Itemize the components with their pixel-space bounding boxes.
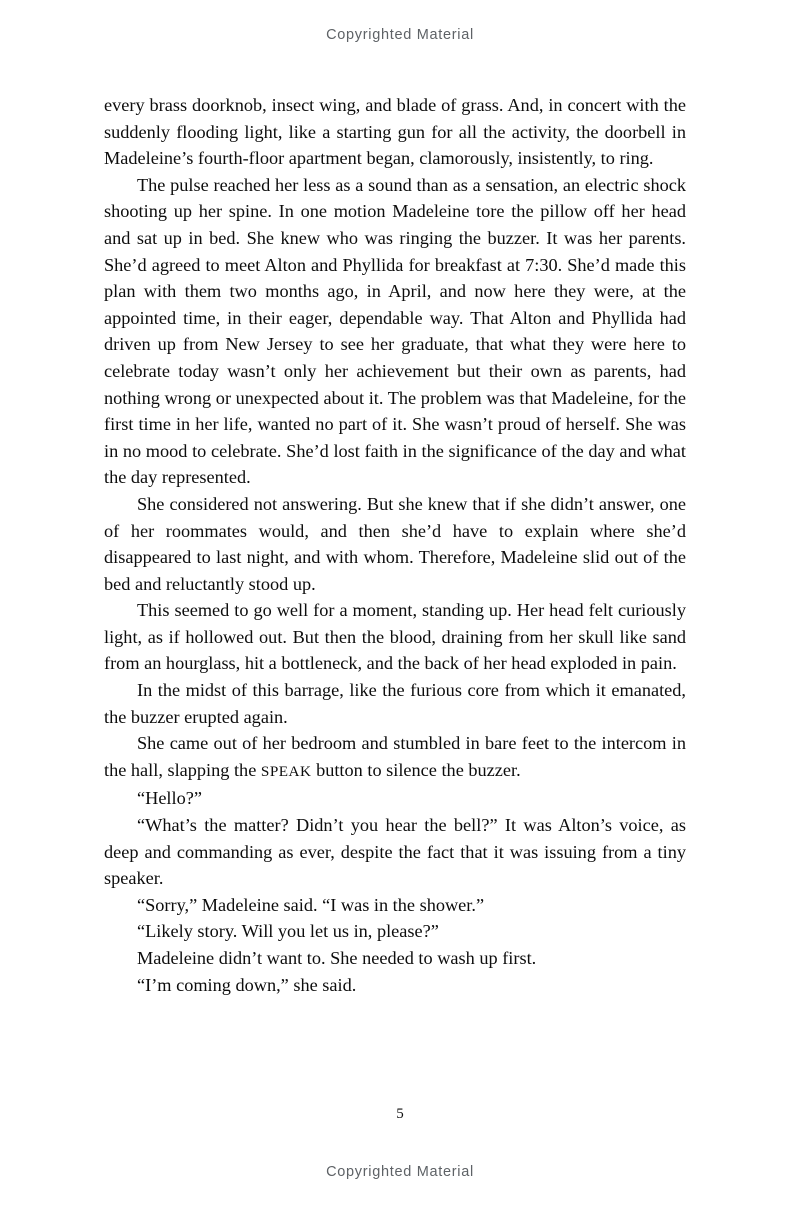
copyright-watermark-bottom: Copyrighted Material	[326, 1164, 474, 1180]
paragraph: “Hello?”	[137, 788, 202, 809]
paragraph: “I’m coming down,” she said.	[137, 974, 357, 995]
copyright-watermark-top: Copyrighted Material	[326, 27, 474, 43]
speak-button-smallcaps: SPEAK	[260, 762, 312, 780]
paragraph: The pulse reached her less as a sound than as a sensation, an electric shock shooting up her spine. In one motion Madeleine tore the pillow off her head and sat up in bed. She knew who was ringing the buzzer. It was her parents. She’d agreed to meet Alton and Phyllida for breakfast at 7:30. She’d made this plan with them two months ago, in April, and now here they were, at the appointed time, in their eager, dependable way. That Alton and Phyllida had driven up from New Jersey to see her graduate, that what they were here to celebrate today wasn’t only her achievement but their own as parents, had nothing wrong or unexpected about it. The problem was that Madeleine, for the first time in her life, wanted no part of it. She wasn’t proud of herself. She was in no mood to celebrate. She’d lost faith in the significance of the day and what the day represented.	[104, 174, 686, 488]
paragraph: She considered not answering. But she knew that if she didn’t answer, one of her roommates would, and then she’d have to explain where she’d disappeared to last night, and with whom. Therefore, Madeleine slid out of the bed and reluctantly stood up.	[104, 493, 686, 594]
paragraph: “Likely story. Will you let us in, please?”	[137, 921, 439, 942]
paragraph: “Sorry,” Madeleine said. “I was in the shower.”	[137, 894, 485, 915]
page-number: 5	[396, 1106, 404, 1122]
paragraph: every brass doorknob, insect wing, and blade of grass. And, in concert with the suddenly flooding light, like a starting gun for all the activity, the doorbell in Madeleine’s fourth-floor apartment began, clamorously, insistently, to ring.	[104, 95, 686, 169]
paragraph: “What’s the matter? Didn’t you hear the bell?” It was Alton’s voice, as deep and commanding as ever, despite the fact that it was issuing from a tiny speaker.	[104, 815, 686, 889]
paragraph-with-smallcaps	[104, 730, 686, 785]
page-textblock	[104, 92, 686, 998]
paragraph: This seemed to go well for a moment, standing up. Her head felt curiously light, as if hollowed out. But then the blood, draining from her skull like sand from an hourglass, hit a bottleneck, and the back of her head exploded in pain.	[104, 600, 686, 674]
paragraph: Madeleine didn’t want to. She needed to wash up first.	[137, 948, 537, 968]
paragraph-text-after: button to silence the buzzer.	[311, 759, 521, 780]
paragraph-text-before: She came out of her bedroom and stumbled in bare feet to the intercom in the hall, slapping the	[104, 733, 686, 780]
paragraph: In the midst of this barrage, like the furious core from which it emanated, the buzzer erupted again.	[104, 680, 686, 727]
